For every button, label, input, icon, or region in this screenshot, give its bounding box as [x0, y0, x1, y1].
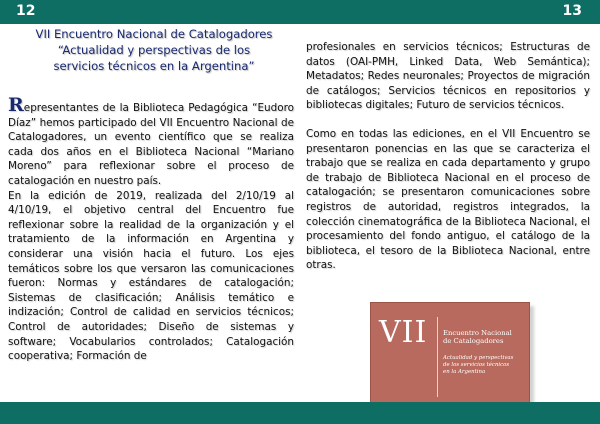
event-cover-image [370, 302, 530, 406]
paragraph-gap [306, 113, 590, 127]
article-title [8, 26, 300, 74]
cover-numeral: VII [379, 315, 428, 350]
bottom-bar [0, 402, 600, 424]
title-line: “Actualidad y perspectivas de los [57, 43, 251, 57]
cover-subtitle-line: en la Argentina [443, 369, 486, 375]
page-number-left: 12 [16, 3, 36, 19]
left-column [8, 94, 294, 364]
paragraph: profesionales en servicios técnicos; Estructuras de datos (OAI-PMH, Linked Data, Web Semántica); Metadatos; Redes neuronales; Proyectos de migración de catálogos; Servicios técnicos en repositorios y bibliotecas digitales; Futuro de servicios técnicos. [306, 41, 590, 112]
paragraph: En la edición de 2019, realizada del 2/10/19 al 4/10/19, el objetivo central del Encuentro fue reflexionar sobre la realidad de la organización y el tratamiento de la información en Argentina y considerar una visión hacia el futuro. Los ejes temáticos sobre los que versaron las comunicaciones fueron: Normas y estándares de catalogación; Sistemas de clasificación; Análisis temático e indización; Control de calidad en servicios técnicos; Control de autoridades; Diseño de sistemas y software; Vocabularios controlados; Catalogación cooperativa; Formación de [8, 189, 294, 363]
paragraph: Como en todas las ediciones, en el VII Encuentro se presentaron ponencias en las que se caracteriza el trabajo que se realiza en cada departamento y grupo de trabajo de Biblioteca Nacional en el proceso de catalogación; se presentaron comunicaciones sobre registros de autoridad, registros integrados, la colección cinematográfica de la Biblioteca Nacional, el procesamiento del fondo antiguo, el catálogo de la biblioteca, el tesoro de la Biblioteca Nacional, entre otras. [306, 127, 590, 272]
right-column [306, 40, 590, 273]
cover-title-line: de Catalogadores [443, 337, 504, 345]
page-number-right: 13 [562, 3, 582, 19]
cover-subtitle [443, 355, 513, 376]
title-line: servicios técnicos en la Argentina” [53, 59, 255, 73]
top-bar [0, 0, 600, 24]
cover-subtitle-line: Actualidad y perspectivas [443, 355, 514, 361]
cover-subtitle-line: de los servicios técnicos [443, 362, 510, 368]
drop-cap: R [8, 94, 24, 116]
cover-title [443, 329, 512, 345]
cover-title-line: Encuentro Nacional [443, 329, 512, 337]
title-line: VII Encuentro Nacional de Catalogadores [35, 27, 273, 41]
paragraph-text: epresentantes de la Biblioteca Pedagógica “Eudoro Díaz” hemos participado del VII Encuentro Nacional de Catalogadores, un evento científico que se realiza cada dos años en el Biblioteca Nacional “Mariano Moreno” para reflexionar sobre el proceso de catalogación en nuestro país. [8, 102, 294, 187]
paragraph [8, 94, 294, 189]
cover-divider [437, 317, 438, 397]
